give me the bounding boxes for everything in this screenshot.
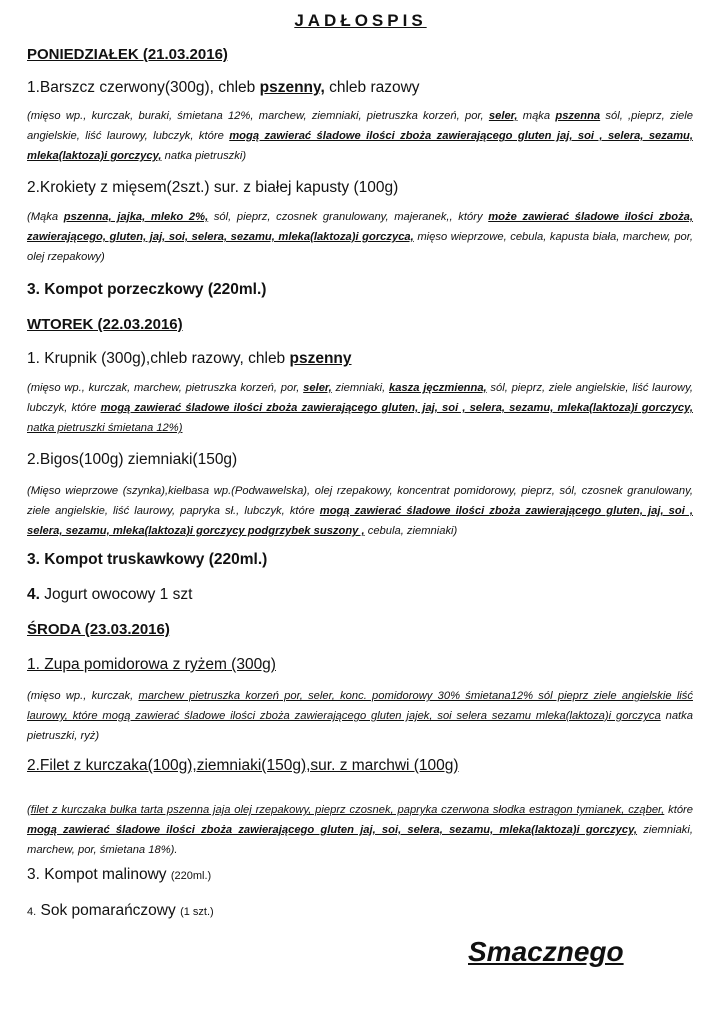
allergen-text: mogą zawierać śladowe ilości zboża zawierającego gluten jaj, soi, selera, sezamu, mleka(laktoza)i gorczycy, [27, 824, 638, 836]
ingredient-text: sól, pieprz, czosnek granulowany, majeranek,, który [208, 211, 489, 223]
ingredient-text: (Mięso wieprzowe (szynka),kiełbasa wp.(Podwawelska), [27, 485, 311, 497]
page-title: JADŁOSPIS [294, 11, 427, 30]
dish-allergen: pszenny, [259, 79, 325, 96]
wednesday-dish-1 [27, 656, 276, 674]
allergen-text: mogą zawierać śladowe ilości zboża zawierającego gluten jaj, soi , selera, sezamu, mleka(laktoza)i gorczycy, [27, 130, 693, 162]
monday-ingredients-2 [27, 207, 693, 267]
wednesday-dish-3 [27, 866, 211, 884]
dish-portion: (220ml.) [170, 870, 212, 882]
ingredient-text: (mięso wp., kurczak, [27, 690, 139, 702]
ingredient-text: (Mąka [27, 211, 64, 223]
ingredient-text: mąka [517, 110, 556, 122]
ingredient-text: (filet z kurczaka bułka tarta pszenna jaja olej rzepakowy, pieprz czosnek, papryka czerwona słodka estragon tymianek, cząber, [27, 804, 665, 816]
monday-dish-2: 2.Krokiety z mięsem(2szt.) sur. z białej kapusty (100g) [27, 179, 399, 196]
dish-allergen: pszenny [289, 350, 352, 367]
ingredient-text: ziemniaki, marchew, por, śmietana 18%). [27, 824, 693, 856]
allergen-text: mogą zawierać śladowe ilości zboża zawierającego gluten, jaj, soi , selera, sezamu, mleka(laktoza)i gorczycy podgrzybek suszony , [27, 505, 693, 537]
ingredient-text: mięso wieprzowe, cebula, kapusta biała, marchew, por, olej rzepakowy) [27, 231, 693, 263]
tuesday-dish-1 [27, 350, 352, 368]
ingredient-text: cebula, ziemniaki) [364, 525, 458, 537]
tuesday-dish-2: 2.Bigos(100g) ziemniaki(150g) [27, 451, 238, 468]
dish-text: Jogurt owocowy 1 szt [39, 586, 193, 603]
day-heading-tuesday: WTOREK (22.03.2016) [27, 316, 183, 333]
dish-text: 1. Zupa pomidorowa z ryżem (300g) [27, 656, 276, 673]
ingredient-text: które [664, 804, 694, 816]
wednesday-dish-2 [27, 757, 459, 775]
ingredient-text: sól, ,pieprz, ziele angielskie, liść laurowy, lubczyk, które [27, 110, 693, 142]
dish-text: 3. Kompot malinowy [27, 866, 171, 883]
dish-text: 1.Barszcz czerwony(300g), chleb [27, 79, 260, 96]
dish-text: 2.Filet z kurczaka(100g),ziemniaki(150g),sur. z marchwi (100g) [27, 757, 459, 774]
dish-portion: (1 szt.) [180, 906, 214, 918]
monday-dish-3: 3. Kompot porzeczkowy (220ml.) [27, 281, 267, 298]
allergen-text: pszenna, jajka, mleko 2%, [63, 211, 209, 223]
dish-text: Sok pomarańczowy [36, 902, 181, 919]
allergen-text: kasza jęczmienna, [389, 382, 487, 394]
dish-number: 4. [27, 906, 37, 918]
ingredient-text: natka pietruszki, ryż) [27, 710, 693, 742]
ingredient-text: natka pietruszki śmietana 12%) [27, 422, 183, 434]
allergen-text: marchew pietruszka korzeń por, seler, konc. pomidorowy 30% śmietana12% sól pieprz ziele angielskie liść laurowy, które mogą zawierać śladowe ilości zboża zawierającego gluten jajek, soi selera sezamu mleka(laktoza)i gorczyca [27, 690, 693, 722]
ingredient-text: olej rzepakowy, koncentrat pomidorowy, pieprz, sól, czosnek granulowany, ziele angielskie, liść laurowy, papryka sł., lubczyk, które [27, 485, 693, 517]
allergen-text: mogą zawierać śladowe ilości zboża zawierającego gluten, jaj, soi , selera, sezamu, mleka(laktoza)i gorczycy, [100, 402, 693, 414]
signoff-text: Smacznego [468, 936, 624, 967]
dish-number: 4. [27, 586, 40, 603]
allergen-text: pszenna [555, 110, 601, 122]
ingredient-text: natka pietruszki) [161, 150, 247, 162]
day-heading-monday: PONIEDZIAŁEK (21.03.2016) [27, 46, 228, 63]
tuesday-ingredients-1 [27, 378, 693, 438]
tuesday-dish-3: 3. Kompot truskawkowy (220ml.) [27, 551, 268, 568]
tuesday-ingredients-2 [27, 481, 693, 541]
ingredient-text: (mięso wp., kurczak, buraki, śmietana 12%, marchew, ziemniaki, pietruszka korzeń, por, [27, 110, 489, 122]
dish-text: chleb razowy [324, 79, 420, 96]
ingredient-text: sól, pieprz, ziele angielskie, liść laurowy, lubczyk, które [27, 382, 693, 414]
wednesday-ingredients-1 [27, 686, 693, 746]
allergen-text: może zawierać śladowe ilości zboża, zawierającego, gluten, jaj, soi, selera, sezamu, mleka(laktoza)i gorczyca, [27, 211, 694, 243]
monday-ingredients-1 [27, 106, 693, 166]
wednesday-ingredients-2 [27, 800, 693, 860]
tuesday-dish-4 [27, 586, 192, 604]
wednesday-dish-4 [27, 902, 214, 920]
dish-text: 1. Krupnik (300g),chleb razowy, chleb [27, 350, 290, 367]
ingredient-text: (mięso wp., kurczak, marchew, pietruszka korzeń, por, [27, 382, 304, 394]
allergen-text: seler, [303, 382, 332, 394]
ingredient-text: ziemniaki, [331, 382, 390, 394]
allergen-text: seler, [488, 110, 518, 122]
monday-dish-1 [27, 79, 420, 97]
day-heading-wednesday: ŚRODA (23.03.2016) [27, 621, 170, 638]
